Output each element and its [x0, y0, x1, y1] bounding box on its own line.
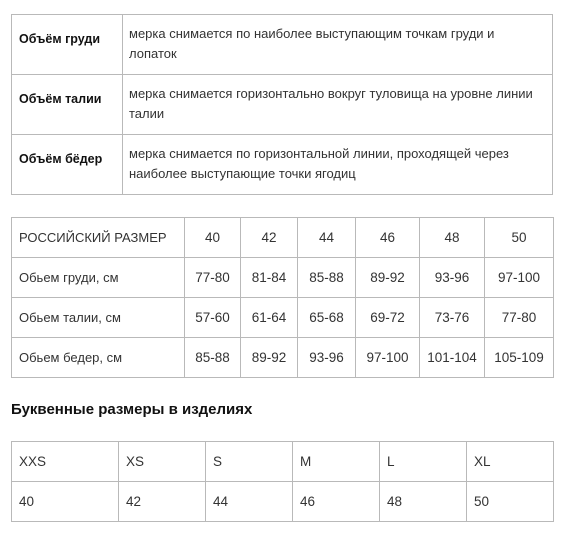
size-header-cell: 44	[298, 218, 356, 258]
table-cell: 81-84	[241, 258, 298, 298]
table-cell: 85-88	[298, 258, 356, 298]
table-cell: 57-60	[185, 298, 241, 338]
row-label: Обьем талии, см	[12, 298, 185, 338]
measurement-term: Объём талии	[12, 75, 123, 135]
row-label: Обьем бедер, см	[12, 338, 185, 378]
table-row	[12, 135, 553, 195]
size-header-cell: 46	[356, 218, 420, 258]
table-cell: 77-80	[185, 258, 241, 298]
table-row	[12, 338, 554, 378]
letter-size-cell: L	[380, 442, 467, 482]
table-cell: 101-104	[420, 338, 485, 378]
letter-size-table	[11, 441, 554, 522]
measurement-description: мерка снимается по наиболее выступающим точкам груди и лопаток	[123, 15, 553, 75]
size-header-cell: 42	[241, 218, 298, 258]
measurement-term: Объём груди	[12, 15, 123, 75]
numeric-size-cell: 42	[119, 482, 206, 522]
table-row	[12, 442, 554, 482]
measurement-definitions-table	[11, 14, 553, 195]
table-cell: 97-100	[356, 338, 420, 378]
measurement-description: мерка снимается горизонтально вокруг туловища на уровне линии талии	[123, 75, 553, 135]
letter-sizes-heading: Буквенные размеры в изделиях	[11, 401, 253, 418]
table-cell: 73-76	[420, 298, 485, 338]
russian-size-table	[11, 217, 554, 378]
numeric-size-cell: 46	[293, 482, 380, 522]
table-cell: 61-64	[241, 298, 298, 338]
table-row	[12, 298, 554, 338]
table-cell: 105-109	[485, 338, 554, 378]
table-cell: 69-72	[356, 298, 420, 338]
table-cell: 89-92	[241, 338, 298, 378]
table-row	[12, 75, 553, 135]
table-cell: 93-96	[298, 338, 356, 378]
table-cell: 89-92	[356, 258, 420, 298]
table-row	[12, 15, 553, 75]
size-header-cell: 48	[420, 218, 485, 258]
table-header-row	[12, 218, 554, 258]
table-cell: 77-80	[485, 298, 554, 338]
table-cell: 97-100	[485, 258, 554, 298]
numeric-size-cell: 40	[12, 482, 119, 522]
letter-size-cell: XL	[467, 442, 554, 482]
table-cell: 85-88	[185, 338, 241, 378]
measurement-term: Объём бёдер	[12, 135, 123, 195]
size-header-cell: 40	[185, 218, 241, 258]
numeric-size-cell: 48	[380, 482, 467, 522]
table-cell: 93-96	[420, 258, 485, 298]
row-label: Обьем груди, см	[12, 258, 185, 298]
table-cell: 65-68	[298, 298, 356, 338]
letter-size-cell: M	[293, 442, 380, 482]
russian-size-header-label: РОССИЙСКИЙ РАЗМЕР	[12, 218, 185, 258]
table-row	[12, 258, 554, 298]
letter-size-cell: S	[206, 442, 293, 482]
measurement-description: мерка снимается по горизонтальной линии, проходящей через наиболее выступающие точки ягодиц	[123, 135, 553, 195]
size-header-cell: 50	[485, 218, 554, 258]
table-row	[12, 482, 554, 522]
numeric-size-cell: 50	[467, 482, 554, 522]
letter-size-cell: XS	[119, 442, 206, 482]
numeric-size-cell: 44	[206, 482, 293, 522]
letter-size-cell: XXS	[12, 442, 119, 482]
